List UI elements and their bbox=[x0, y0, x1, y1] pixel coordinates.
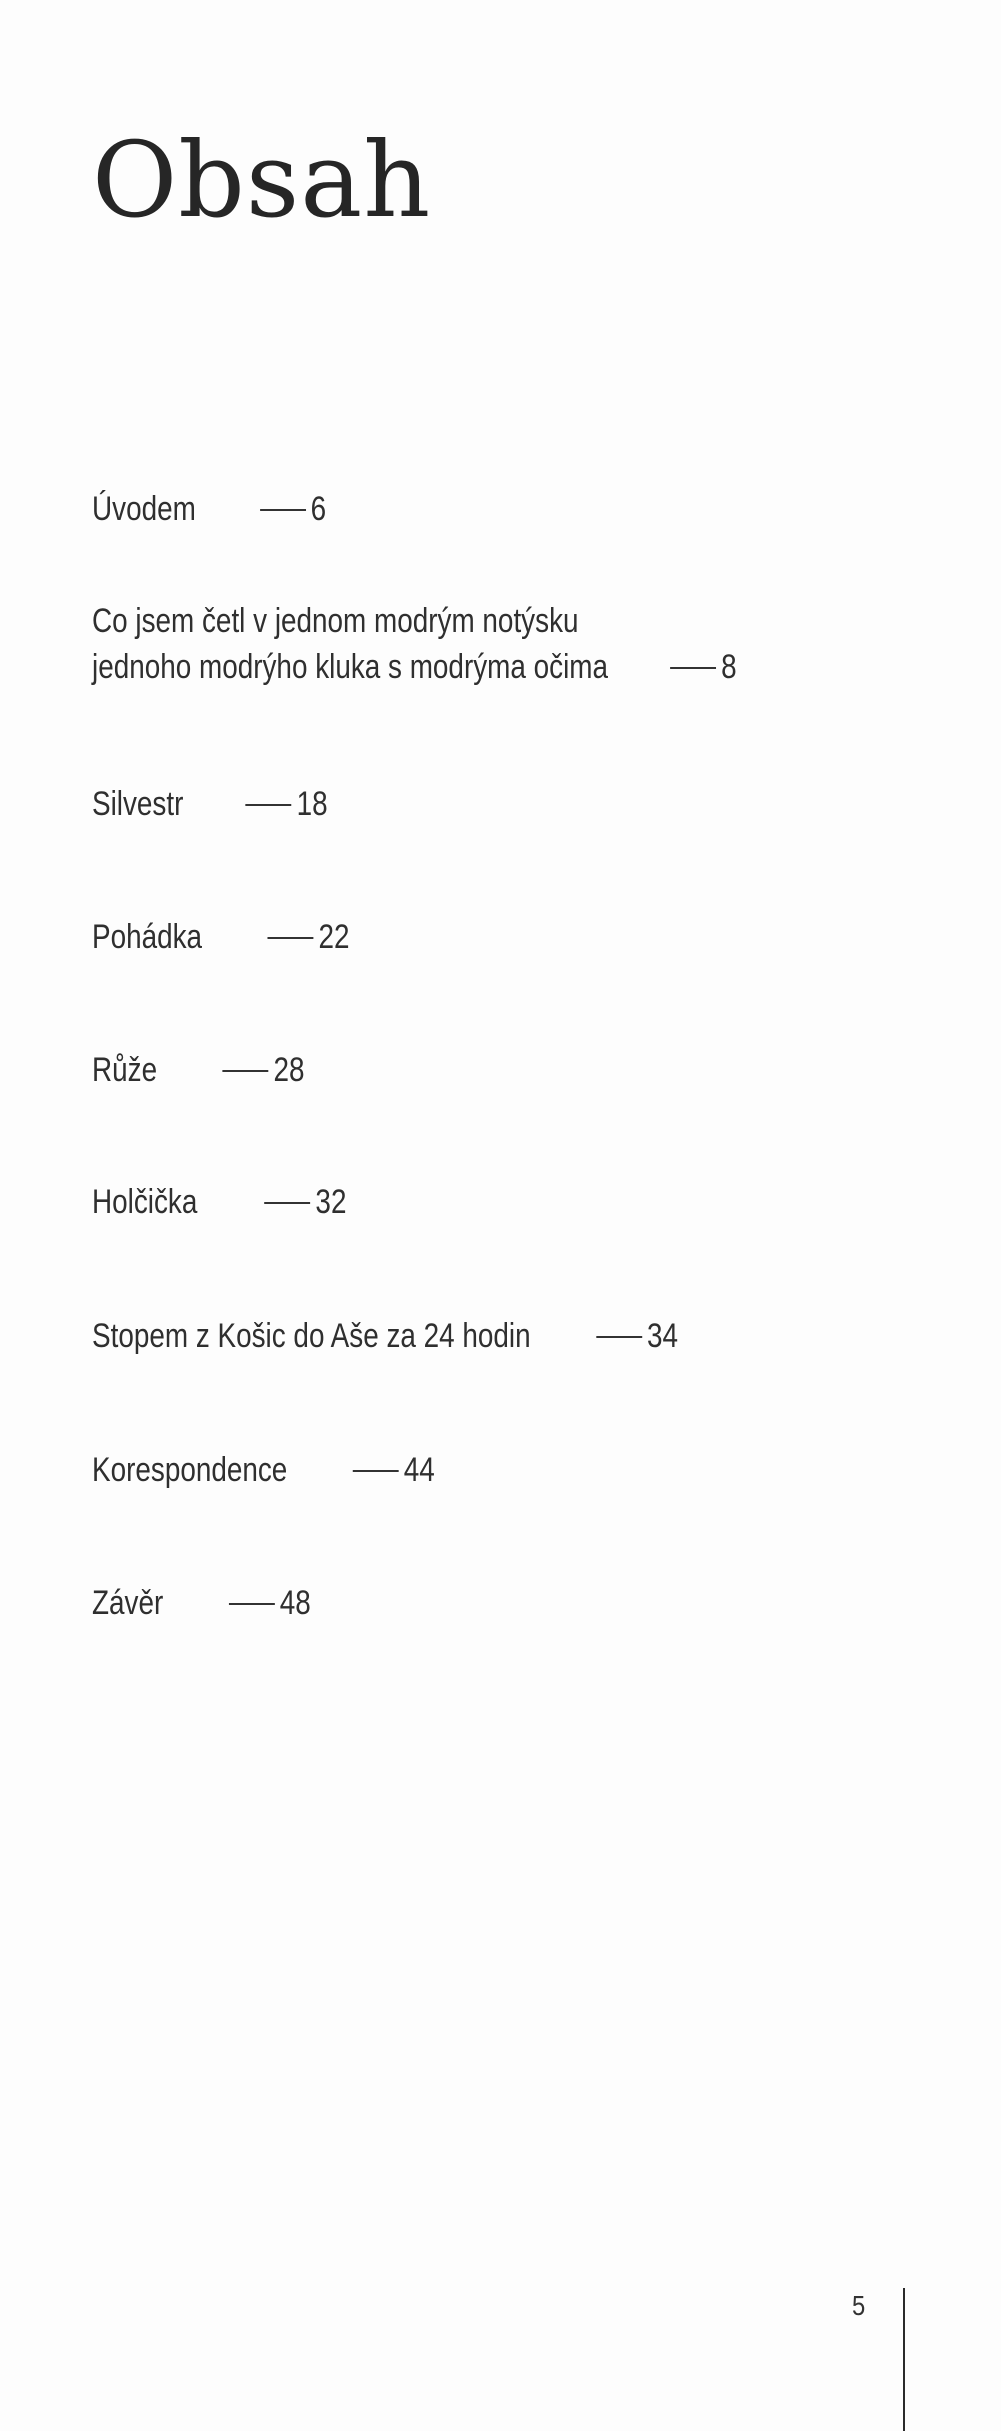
toc-entry-silvestr bbox=[92, 781, 328, 827]
toc-entry-page: 28 bbox=[273, 1051, 305, 1089]
toc-leader bbox=[229, 1603, 275, 1605]
toc-entry-title: Korespondence bbox=[92, 1451, 288, 1489]
toc-entry-pohadka bbox=[92, 914, 350, 960]
page-number: 5 bbox=[852, 2290, 866, 2321]
toc-entry-title: Úvodem bbox=[92, 490, 196, 528]
toc-entry-stopem bbox=[92, 1313, 678, 1359]
toc-leader bbox=[353, 1470, 399, 1472]
toc-entry-holcicka bbox=[92, 1179, 346, 1225]
toc-entry-title: Silvestr bbox=[92, 785, 184, 823]
toc-entry-page: 22 bbox=[318, 918, 350, 956]
vertical-rule bbox=[903, 2288, 905, 2431]
toc-entry-korespondence bbox=[92, 1447, 435, 1493]
toc-entry-notysek-line1 bbox=[92, 598, 579, 644]
toc-entry-page: 48 bbox=[279, 1584, 311, 1622]
toc-entry-uvodem bbox=[92, 486, 326, 532]
toc-leader bbox=[260, 509, 306, 511]
toc-entry-notysek-line2 bbox=[92, 644, 737, 690]
toc-entry-title: Růže bbox=[92, 1051, 158, 1089]
toc-leader bbox=[265, 1202, 311, 1204]
toc-entry-page: 32 bbox=[315, 1183, 347, 1221]
toc-entry-page: 44 bbox=[403, 1451, 435, 1489]
toc-entry-title-line1: Co jsem četl v jednom modrým notýsku bbox=[92, 602, 579, 640]
toc-entry-title: Holčička bbox=[92, 1183, 198, 1221]
toc-leader bbox=[596, 1336, 642, 1338]
toc-entry-page: 34 bbox=[647, 1317, 679, 1355]
toc-entry-title: Stopem z Košic do Aše za 24 hodin bbox=[92, 1317, 531, 1355]
toc-entry-zaver bbox=[92, 1580, 311, 1626]
toc-leader bbox=[670, 667, 716, 669]
toc-entry-page: 8 bbox=[721, 648, 737, 686]
toc-leader bbox=[268, 937, 314, 939]
toc-entry-page: 18 bbox=[296, 785, 328, 823]
toc-entry-ruze bbox=[92, 1047, 305, 1093]
toc-leader bbox=[246, 804, 292, 806]
toc-entry-title-line2: jednoho modrýho kluka s modrýma očima bbox=[92, 648, 609, 686]
toc-leader bbox=[223, 1070, 269, 1072]
toc-entry-page: 6 bbox=[310, 490, 327, 528]
toc-entry-title: Pohádka bbox=[92, 918, 203, 956]
toc-entry-title: Závěr bbox=[92, 1584, 164, 1622]
page-title: Obsah bbox=[92, 119, 432, 241]
